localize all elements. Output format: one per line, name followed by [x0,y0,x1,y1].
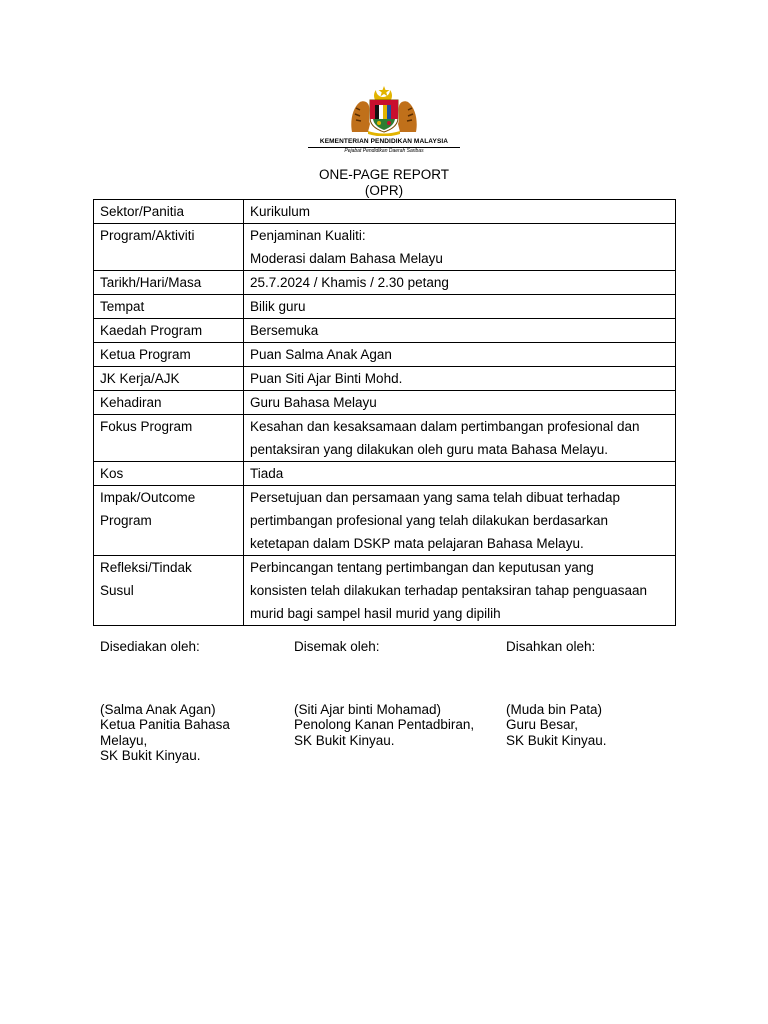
field-value-line: pertimbangan profesional yang telah dilakukan berdasarkan [250,513,608,528]
field-label-line: Tarikh/Hari/Masa [100,275,202,290]
signatory-role: Guru Besar, [506,717,579,732]
field-label [94,367,244,391]
table-row [94,271,676,295]
field-label [94,415,244,462]
report-title-line: ONE-PAGE REPORT [318,167,450,182]
report-title-abbreviation: (OPR) [364,183,404,198]
field-value-line: murid bagi sampel hasil murid yang dipilih [250,606,501,621]
field-value [244,367,676,391]
field-label-line: JK Kerja/AJK [100,371,180,386]
signatory-name: (Siti Ajar binti Mohamad) [294,701,442,717]
field-value [244,343,676,367]
table-row [94,556,676,626]
field-value-line: Persetujuan dan persamaan yang sama telah dibuat terhadap [250,490,621,505]
field-value [244,486,676,556]
table-row [94,486,676,556]
field-label [94,343,244,367]
district-office-name: Pejabat Pendidikan Daerah Saribas [344,148,424,154]
field-value-line: Bersemuka [250,323,319,338]
table-row [94,462,676,486]
field-label [94,391,244,415]
signatory-school: SK Bukit Kinyau. [506,732,607,748]
signatory-role: Ketua Panitia Bahasa [100,717,230,732]
signatory-name: (Muda bin Pata) [506,701,603,717]
field-value-line: konsisten telah dilakukan terhadap pentaksiran tahap penguasaan [250,583,648,598]
signature-approved-by [506,639,607,748]
field-value [244,200,676,224]
field-value [244,556,676,626]
signature-heading: Disediakan oleh: [100,639,200,654]
field-label-line: Program [100,513,152,528]
signature-prepared-by [100,639,230,764]
field-value [244,224,676,271]
field-value-line: Penjaminan Kualiti: [250,228,366,243]
table-row [94,415,676,462]
table-row [94,343,676,367]
field-label [94,295,244,319]
field-value-line: Kesahan dan kesaksamaan dalam pertimbangan profesional dan [250,419,640,434]
field-label-line: Sektor/Panitia [100,204,185,219]
signature-checked-by [294,639,474,748]
table-row [94,391,676,415]
field-value [244,415,676,462]
field-label-line: Kaedah Program [100,323,203,338]
ministry-name: KEMENTERIAN PENDIDIKAN MALAYSIA [319,138,449,145]
signature-heading: Disemak oleh: [294,639,380,654]
signatory-role: Melayu, [100,732,148,748]
signatory-school: SK Bukit Kinyau. [100,748,201,763]
field-label-line: Refleksi/Tindak [100,560,192,575]
field-label [94,224,244,271]
signatory-role: Penolong Kanan Pentadbiran, [294,717,475,732]
signature-heading: Disahkan oleh: [506,639,596,654]
field-label-line: Kehadiran [100,395,162,410]
field-value-line: Tiada [250,466,284,481]
report-table [93,199,676,626]
table-row [94,200,676,224]
field-label-line: Fokus Program [100,419,193,434]
ministry-logo [306,84,462,156]
field-value [244,319,676,343]
field-value [244,391,676,415]
table-row [94,367,676,391]
field-label [94,486,244,556]
field-value-line: Puan Salma Anak Agan [250,347,392,362]
field-value-line: Guru Bahasa Melayu [250,395,377,410]
field-label-line: Susul [100,583,134,598]
field-label [94,271,244,295]
field-label [94,462,244,486]
field-value-line: Moderasi dalam Bahasa Melayu [250,251,443,266]
field-label [94,556,244,626]
table-row [94,319,676,343]
field-label-line: Program/Aktiviti [100,228,195,243]
field-value-line: pentaksiran yang dilakukan oleh guru mata Bahasa Melayu. [250,442,608,457]
table-row [94,295,676,319]
field-label-line: Ketua Program [100,347,191,362]
field-value-line: ketetapan dalam DSKP mata pelajaran Bahasa Melayu. [250,536,584,551]
field-value [244,462,676,486]
signatory-name: (Salma Anak Agan) [100,701,216,717]
field-label-line: Tempat [100,299,145,314]
field-value-line: Kurikulum [250,204,311,219]
signatory-school: SK Bukit Kinyau. [294,732,395,748]
field-label-line: Impak/Outcome [100,490,196,505]
field-value-line: Puan Siti Ajar Binti Mohd. [250,371,403,386]
field-value [244,295,676,319]
field-label [94,200,244,224]
field-value [244,271,676,295]
coat-of-arms-icon [346,84,422,136]
field-value-line: 25.7.2024 / Khamis / 2.30 petang [250,275,449,290]
field-value-line: Perbincangan tentang pertimbangan dan keputusan yang [250,560,594,575]
field-value-line: Bilik guru [250,299,306,314]
field-label [94,319,244,343]
field-label-line: Kos [100,466,124,481]
report-title [234,167,534,199]
table-row [94,224,676,271]
